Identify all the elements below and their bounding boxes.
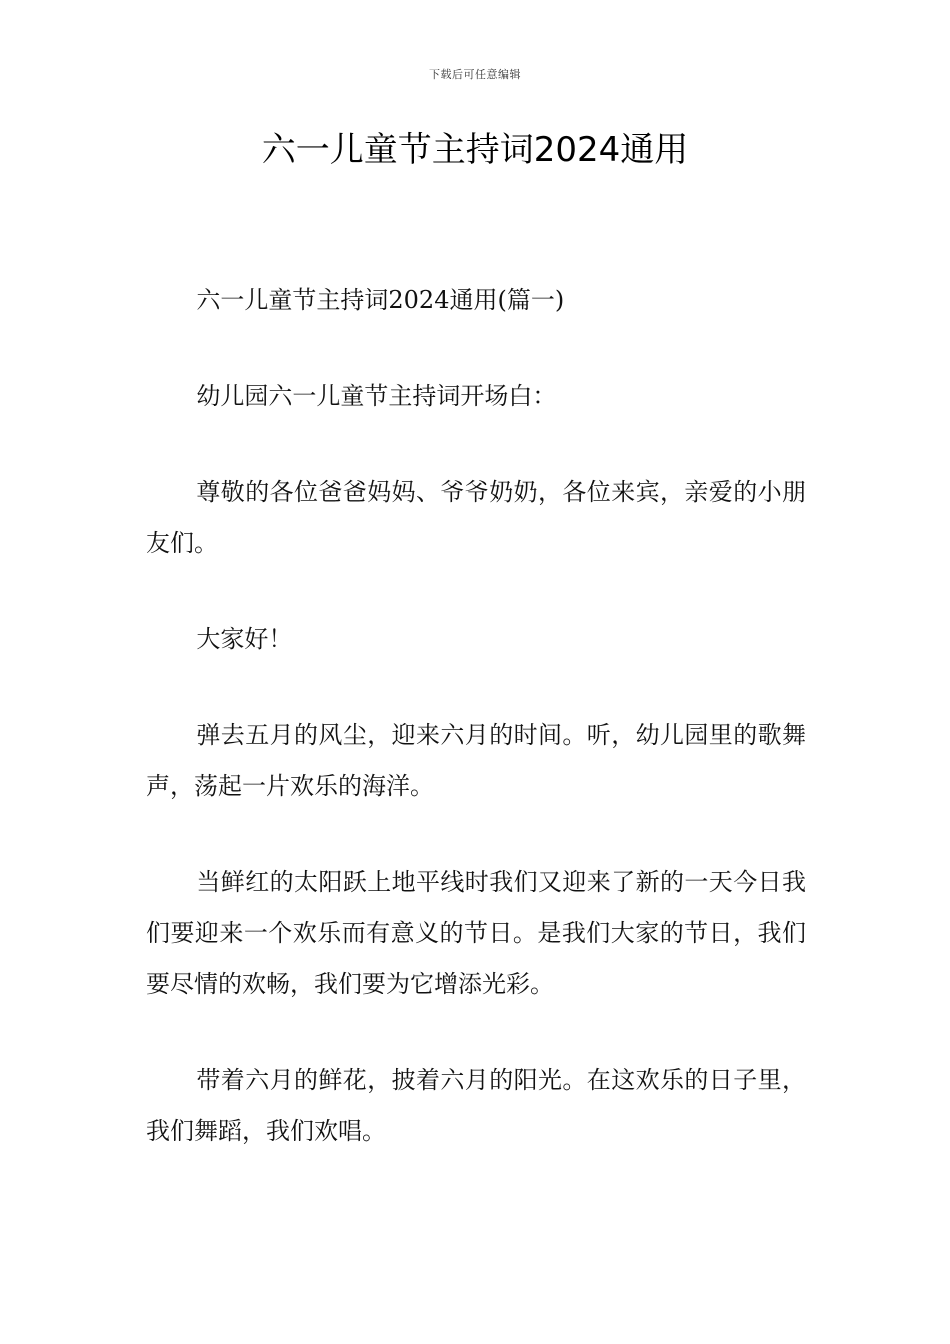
header-note: 下载后可任意编辑	[429, 68, 521, 81]
paragraph-june: 弹去五月的风尘，迎来六月的时间。听，幼儿园里的歌舞声，荡起一片欢乐的海洋。	[146, 721, 806, 800]
paragraph-flowers: 带着六月的鲜花，披着六月的阳光。在这欢乐的日子里，我们舞蹈，我们欢唱。	[146, 1066, 806, 1145]
paragraph-sunrise: 当鲜红的太阳跃上地平线时我们又迎来了新的一天今日我们要迎来一个欢乐而有意义的节日。是我们大家的节日，我们要尽情的欢畅，我们要为它增添光彩。	[146, 868, 806, 998]
subheading-opening: 幼儿园六一儿童节主持词开场白：	[196, 382, 557, 410]
document-title: 六一儿童节主持词2024通用	[261, 130, 689, 170]
document-body	[146, 275, 806, 1202]
section-heading: 六一儿童节主持词2024通用(篇一)	[196, 286, 565, 314]
paragraph-greeting: 尊敬的各位爸爸妈妈、爷爷奶奶，各位来宾，亲爱的小朋友们。	[146, 478, 806, 557]
paragraph-hello: 大家好！	[196, 625, 293, 653]
